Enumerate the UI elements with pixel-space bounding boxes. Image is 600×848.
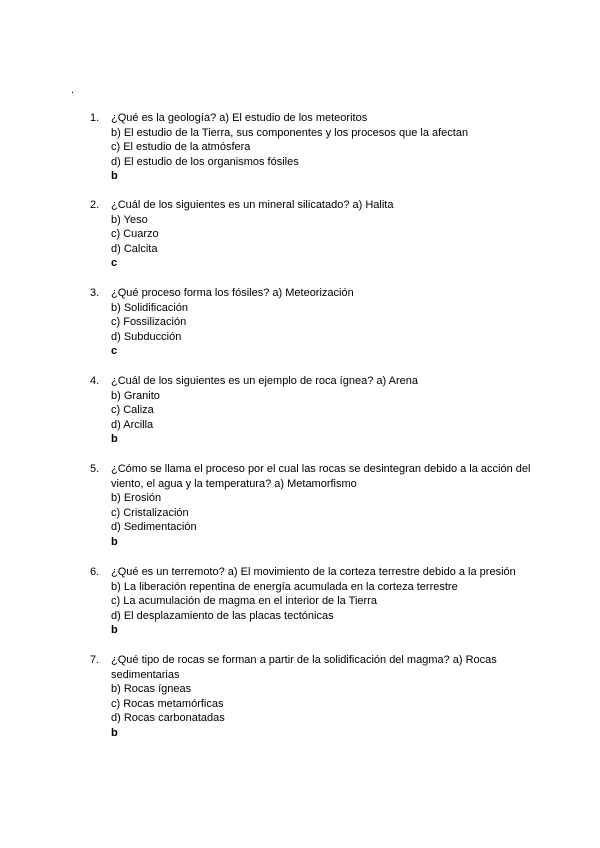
question-number: 5. xyxy=(90,463,100,475)
answer: b xyxy=(111,170,118,183)
answer: b xyxy=(111,727,118,739)
question-number: 6. xyxy=(90,566,100,578)
question-number: 7. xyxy=(90,654,100,666)
question-text: ¿Qué tipo de rocas se forman a partir de la solidificación del magma? a) Rocas sedimentarias xyxy=(111,654,497,681)
question-text: ¿Cómo se llama el proceso por el cual las rocas se desintegran debido a la acción del viento, el agua y la temperatura? a) Metamorfismo xyxy=(111,463,531,490)
option-d: d) Arcilla xyxy=(111,418,154,431)
option-c: c) Fossilización xyxy=(111,316,187,329)
option-d: d) Subducción xyxy=(111,330,182,343)
option-c: c) Caliza xyxy=(111,404,154,417)
answer: b xyxy=(111,433,118,446)
question-text: ¿Cuál de los siguientes es un ejemplo de roca ígnea? a) Arena xyxy=(111,375,418,387)
question-text: ¿Qué proceso forma los fósiles? a) Meteorización xyxy=(111,287,354,299)
option-b: b) Rocas ígneas xyxy=(111,683,192,696)
option-d: d) El estudio de los organismos fósiles xyxy=(111,155,299,168)
option-c: c) Cuarzo xyxy=(111,228,159,241)
option-c: c) La acumulación de magma en el interior de la Tierra xyxy=(111,595,377,608)
answer: b xyxy=(111,536,118,548)
option-b: b) La liberación repentina de energía acumulada en la corteza terrestre xyxy=(111,580,458,593)
question-number: 4. xyxy=(90,375,100,387)
option-b: b) Solidificación xyxy=(111,301,189,314)
option-b: b) Erosión xyxy=(111,492,162,505)
answer: c xyxy=(111,345,118,358)
question-text: ¿Qué es la geología? a) El estudio de los meteoritos xyxy=(111,112,368,124)
answer: b xyxy=(111,624,118,637)
answer: c xyxy=(111,257,118,270)
option-b: b) Granito xyxy=(111,389,160,402)
question-number: 2. xyxy=(90,199,100,211)
stray-dot: . xyxy=(71,84,75,96)
question-text: ¿Qué es un terremoto? a) El movimiento de la corteza terrestre debido a la presión xyxy=(111,566,516,578)
question-number: 3. xyxy=(90,287,100,299)
option-c: c) El estudio de la atmósfera xyxy=(111,141,251,154)
question-number: 1. xyxy=(90,112,100,124)
option-d: d) El desplazamiento de las placas tectónicas xyxy=(111,609,334,622)
option-b: b) El estudio de la Tierra, sus componentes y los procesos que la afectan xyxy=(111,126,469,139)
option-c: c) Rocas metamórficas xyxy=(111,697,224,710)
option-d: d) Calcita xyxy=(111,242,158,255)
option-b: b) Yeso xyxy=(111,213,148,226)
option-c: c) Cristalización xyxy=(111,506,189,519)
question-text: ¿Cuál de los siguientes es un mineral silicatado? a) Halita xyxy=(111,199,394,211)
option-d: d) Sedimentación xyxy=(111,521,197,534)
option-d: d) Rocas carbonatadas xyxy=(111,712,225,725)
